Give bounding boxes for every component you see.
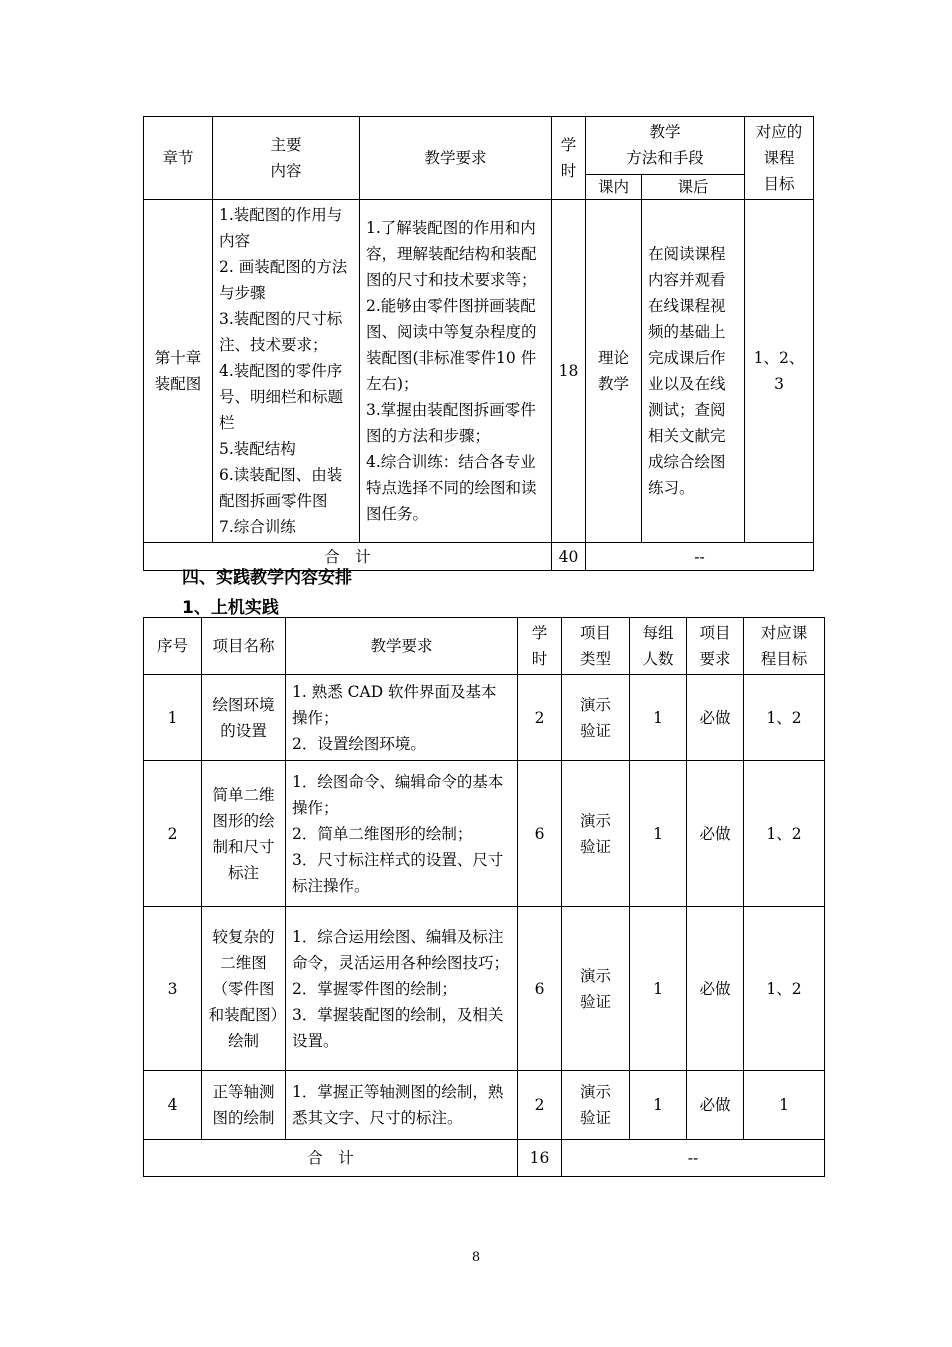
table-row bbox=[144, 907, 825, 1071]
requirement-item: 4.综合训练：结合各专业特点选择不同的绘图和读图任务。 bbox=[366, 453, 537, 523]
row-goal: 1、2 bbox=[744, 675, 825, 761]
table-row bbox=[144, 675, 825, 761]
header-goal bbox=[745, 117, 814, 200]
row-type-line2: 验证 bbox=[579, 1109, 611, 1127]
header-goal-line2: 程目标 bbox=[760, 650, 808, 668]
row-type bbox=[562, 907, 630, 1071]
table-row bbox=[144, 1071, 825, 1140]
content-cell bbox=[213, 200, 360, 543]
header-req-line2: 要求 bbox=[699, 650, 731, 668]
header-people-line2: 人数 bbox=[642, 650, 674, 668]
subsection-heading: 1、上机实践 bbox=[182, 598, 279, 618]
chapter-cell bbox=[144, 200, 213, 543]
requirement-item: 1．综合运用绘图、编辑及标注命令，灵活运用各种绘图技巧； bbox=[292, 927, 510, 972]
chapter-line2: 装配图 bbox=[154, 375, 202, 393]
header-req bbox=[687, 618, 744, 675]
row-goal: 1 bbox=[744, 1071, 825, 1140]
row-requirements bbox=[286, 761, 518, 907]
requirements-cell bbox=[360, 200, 552, 543]
in-class-cell bbox=[586, 200, 642, 543]
header-name: 项目名称 bbox=[202, 618, 286, 675]
row-people: 1 bbox=[630, 1071, 687, 1140]
total-label: 合 计 bbox=[144, 1140, 518, 1177]
header-chapter: 章节 bbox=[144, 117, 213, 200]
content-item: 5.装配结构 bbox=[219, 440, 296, 458]
requirement-item: 3．尺寸标注样式的设置、尺寸标注操作。 bbox=[292, 850, 504, 895]
row-req: 必做 bbox=[687, 1071, 744, 1140]
header-hours: 学时 bbox=[552, 117, 586, 200]
content-item: 6.读装配图、由装配图拆画零件图 bbox=[219, 466, 343, 510]
requirement-item: 1.了解装配图的作用和内容，理解装配结构和装配图的尺寸和技术要求等； bbox=[366, 219, 537, 289]
header-requirements: 教学要求 bbox=[286, 618, 518, 675]
row-name: 绘图环境的设置 bbox=[202, 675, 286, 761]
table-row bbox=[144, 761, 825, 907]
row-requirements bbox=[286, 675, 518, 761]
row-people: 1 bbox=[630, 761, 687, 907]
chapter-table bbox=[143, 116, 814, 571]
content-item: 7.综合训练 bbox=[219, 518, 296, 536]
row-no: 4 bbox=[144, 1071, 202, 1140]
row-hours: 2 bbox=[518, 675, 562, 761]
row-no: 3 bbox=[144, 907, 202, 1071]
requirement-item: 3．掌握装配图的绘制，及相关设置。 bbox=[292, 1005, 504, 1050]
row-type bbox=[562, 761, 630, 907]
row-req: 必做 bbox=[687, 675, 744, 761]
row-requirements bbox=[286, 907, 518, 1071]
header-goal-line2: 课程 bbox=[763, 149, 795, 167]
requirement-item: 2.能够由零件图拼画装配图、阅读中等复杂程度的装配图(非标准零件10 件左右)； bbox=[366, 297, 537, 393]
header-content-line2: 内容 bbox=[270, 162, 302, 180]
row-type-line2: 验证 bbox=[579, 837, 611, 856]
row-goal: 1、2 bbox=[744, 761, 825, 907]
header-goal-line1: 对应课 bbox=[760, 624, 808, 642]
row-name: 较复杂的二维图（零件图和装配图）绘制 bbox=[202, 907, 286, 1071]
content-item: 2. 画装配图的方法与步骤 bbox=[219, 258, 348, 302]
header-content-line1: 主要 bbox=[270, 136, 302, 154]
total-rest: -- bbox=[586, 543, 814, 571]
row-no: 2 bbox=[144, 761, 202, 907]
row-type bbox=[562, 675, 630, 761]
row-hours: 6 bbox=[518, 761, 562, 907]
header-no: 序号 bbox=[144, 618, 202, 675]
header-goal bbox=[744, 618, 825, 675]
requirement-item: 1. 熟悉 CAD 软件界面及基本操作； bbox=[292, 682, 497, 727]
content-item: 3.装配图的尺寸标注、技术要求； bbox=[219, 310, 343, 354]
header-type bbox=[562, 618, 630, 675]
content-item: 1.装配图的作用与内容 bbox=[219, 206, 343, 250]
page-number: 8 bbox=[471, 1250, 481, 1265]
header-methods-line2: 方法和手段 bbox=[626, 149, 704, 168]
header-goal-line3: 目标 bbox=[763, 175, 795, 193]
row-people: 1 bbox=[630, 675, 687, 761]
row-name: 简单二维图形的绘制和尺寸标注 bbox=[202, 761, 286, 907]
row-req: 必做 bbox=[687, 761, 744, 907]
content-item: 4.装配图的零件序号、明细栏和标题栏 bbox=[219, 362, 344, 432]
row-no: 1 bbox=[144, 675, 202, 761]
header-type-line2: 类型 bbox=[579, 650, 611, 668]
chapter-line1: 第十章 bbox=[154, 349, 202, 367]
header-hours-line1: 学 bbox=[531, 624, 548, 642]
row-requirements bbox=[286, 1071, 518, 1140]
requirement-item: 2．简单二维图形的绘制； bbox=[292, 824, 473, 843]
requirement-item: 2．设置绘图环境。 bbox=[292, 734, 426, 753]
header-people bbox=[630, 618, 687, 675]
row-name: 正等轴测图的绘制 bbox=[202, 1071, 286, 1140]
header-hours bbox=[518, 618, 562, 675]
header-content bbox=[213, 117, 360, 200]
row-goal: 1、2 bbox=[744, 907, 825, 1071]
row-type-line1: 演示 bbox=[579, 1083, 611, 1101]
after-class-cell: 在阅读课程内容并观看在线课程视频的基础上完成课后作业以及在线测试；查阅相关文献完成综合绘图练习。 bbox=[642, 200, 745, 543]
requirement-item: 1．掌握正等轴测图的绘制，熟悉其文字、尺寸的标注。 bbox=[292, 1083, 504, 1127]
row-hours: 2 bbox=[518, 1071, 562, 1140]
header-goal-line1: 对应的 bbox=[755, 123, 803, 141]
header-in-class: 课内 bbox=[586, 174, 642, 199]
in-class-line2: 教学 bbox=[597, 375, 629, 393]
requirement-item: 1．绘图命令、编辑命令的基本操作； bbox=[292, 772, 504, 817]
header-after-class: 课后 bbox=[642, 174, 745, 199]
header-type-line1: 项目 bbox=[579, 624, 611, 642]
row-people: 1 bbox=[630, 907, 687, 1071]
row-type-line1: 演示 bbox=[579, 811, 611, 830]
hours-cell: 18 bbox=[552, 200, 586, 543]
row-type-line2: 验证 bbox=[579, 721, 611, 740]
total-rest: -- bbox=[562, 1140, 825, 1177]
row-type-line2: 验证 bbox=[579, 992, 611, 1011]
total-label: 合 计 bbox=[144, 543, 552, 571]
in-class-line1: 理论 bbox=[597, 349, 629, 367]
requirement-item: 3.掌握由装配图拆画零件图的方法和步骤； bbox=[366, 401, 536, 445]
header-hours-line2: 时 bbox=[531, 650, 548, 668]
header-methods-line1: 教学 bbox=[649, 123, 681, 142]
requirement-item: 2．掌握零件图的绘制； bbox=[292, 979, 457, 998]
total-hours: 16 bbox=[518, 1140, 562, 1177]
row-type bbox=[562, 1071, 630, 1140]
practice-table bbox=[143, 617, 825, 1177]
goal-cell: 1、2、3 bbox=[745, 200, 814, 543]
row-hours: 6 bbox=[518, 907, 562, 1071]
row-type-line1: 演示 bbox=[579, 695, 611, 714]
header-requirements: 教学要求 bbox=[360, 117, 552, 200]
row-req: 必做 bbox=[687, 907, 744, 1071]
row-type-line1: 演示 bbox=[579, 966, 611, 985]
header-req-line1: 项目 bbox=[699, 624, 731, 642]
header-people-line1: 每组 bbox=[642, 624, 674, 642]
header-methods bbox=[586, 117, 745, 175]
total-hours: 40 bbox=[552, 543, 586, 571]
section-heading: 四、实践教学内容安排 bbox=[182, 568, 352, 588]
